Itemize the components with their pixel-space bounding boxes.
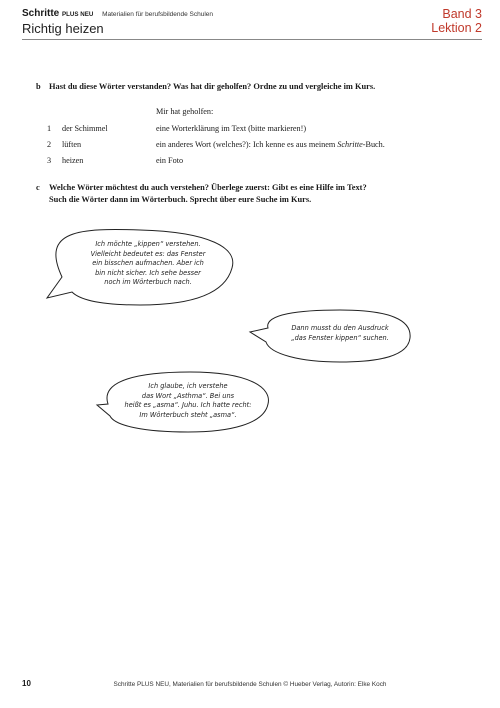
table-row-help: ein anderes Wort (welches?): Ich kenne es aus meinem Schritte-Buch. bbox=[156, 140, 385, 149]
table-row-word: der Schimmel bbox=[62, 124, 108, 133]
table-row-help: eine Worterklärung im Text (bitte markieren!) bbox=[156, 124, 307, 133]
table-row-word: heizen bbox=[62, 156, 84, 165]
table-row-number: 2 bbox=[47, 140, 52, 149]
brand-subtitle: PLUS NEU bbox=[62, 11, 94, 18]
brand-name: Schritte bbox=[22, 8, 60, 19]
speech-bubble-3-text: Ich glaube, ich verstehe das Wort „Asthma“. Bei uns heißt es „asma“. Juhu. Ich hatte recht: Im Wörterbuch steht „asma“. bbox=[124, 382, 252, 419]
task-c-line: Such die Wörter dann im Wörterbuch. Sprecht über eure Suche im Kurs. bbox=[49, 195, 312, 204]
footer-credit: Schritte PLUS NEU, Materialien für berufsbildende Schulen © Hueber Verlag, Autorin: Elke Koch bbox=[113, 681, 387, 688]
task-c-letter: c bbox=[36, 183, 40, 192]
table-row-number: 3 bbox=[47, 156, 52, 165]
speech-bubble-2-text: Dann musst du den Ausdruck „das Fenster kippen“ suchen. bbox=[291, 324, 389, 342]
page-topic: Richtig heizen bbox=[22, 21, 104, 36]
table-row-help: ein Foto bbox=[156, 156, 184, 165]
task-b-instruction: Hast du diese Wörter verstanden? Was hat dir geholfen? Ordne zu und vergleiche im Kurs. bbox=[49, 82, 376, 91]
lektion-label: Lektion 2 bbox=[431, 21, 482, 35]
table-row-word: lüften bbox=[62, 140, 82, 149]
task-c-line: Welche Wörter möchtest du auch verstehen? Überlege zuerst: Gibt es eine Hilfe im Text? bbox=[49, 183, 367, 192]
band-label: Band 3 bbox=[442, 7, 482, 21]
task-b-letter: b bbox=[36, 82, 41, 91]
task-b-column-header: Mir hat geholfen: bbox=[156, 107, 214, 116]
speech-bubble-1-text: Ich möchte „kippen“ verstehen. Vielleicht bedeutet es: das Fenster ein bisschen aufmachen. Aber ich bin nicht sicher. Ich sehe besser noch im Wörterbuch nach. bbox=[90, 240, 206, 287]
table-row-number: 1 bbox=[47, 124, 52, 133]
brand-tagline: Materialien für berufsbildende Schulen bbox=[102, 11, 214, 18]
page-number: 10 bbox=[22, 679, 31, 688]
